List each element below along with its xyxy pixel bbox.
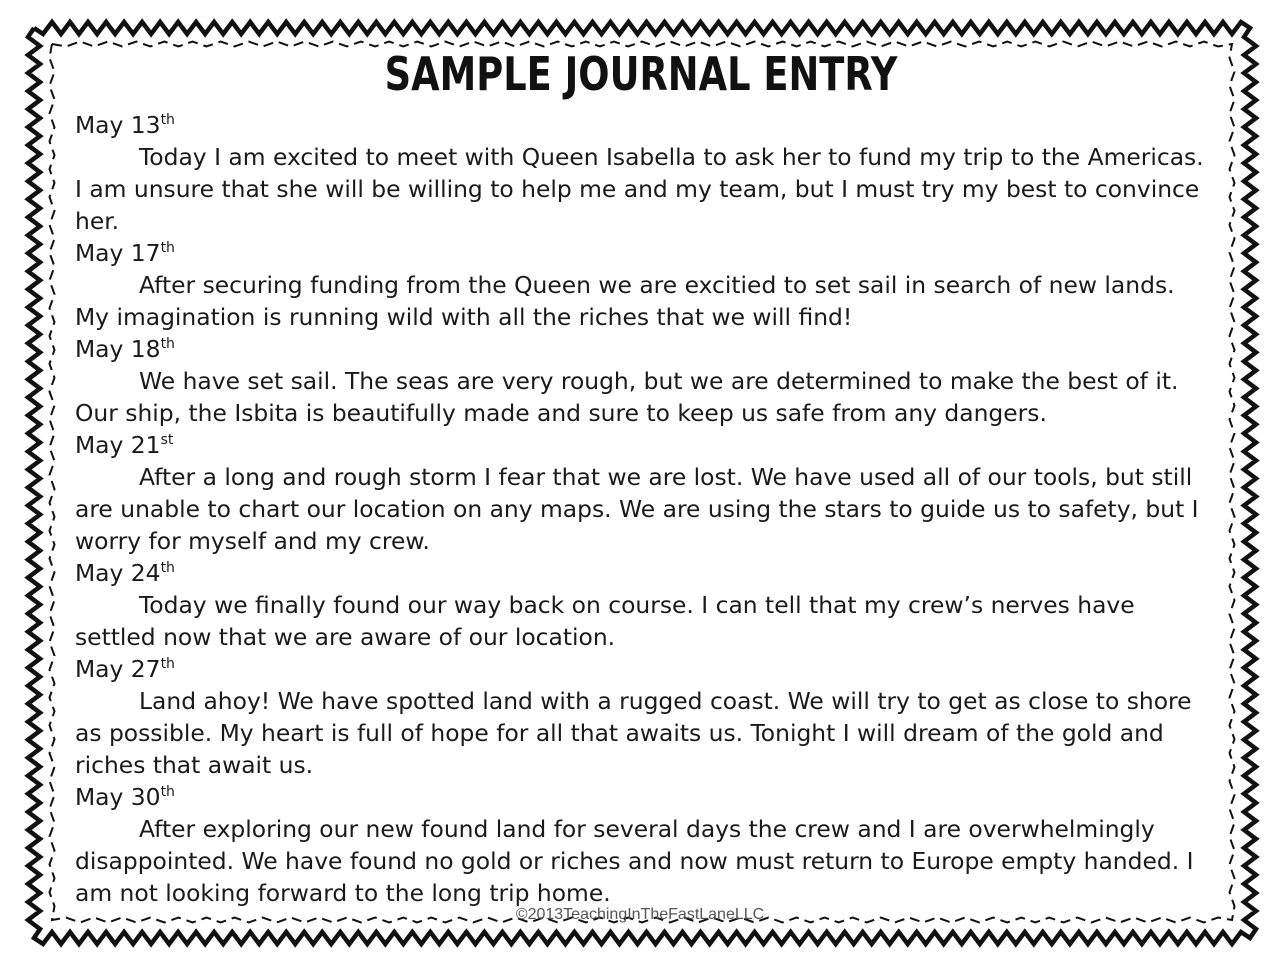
copyright-notice: ©2013TeachingInTheFastLaneLLC bbox=[515, 906, 765, 923]
journal-body bbox=[75, 109, 1215, 909]
entry-text: After a long and rough storm I fear that we are lost. We have used all of our tools, but still are unable to chart our location on any maps. We are using the stars to guide us to safety, but I worry for myself and my crew. bbox=[75, 463, 1199, 555]
entry-date: May 17th bbox=[75, 239, 175, 267]
entry-text: Today I am excited to meet with Queen Isabella to ask her to fund my trip to the Americas. I am unsure that she will be willing to help me and my team, but I must try my best to convince her. bbox=[75, 143, 1204, 235]
entry-date: May 30th bbox=[75, 783, 175, 811]
entry-text: After securing funding from the Queen we are excitied to set sail in search of new lands. My imagination is running wild with all the riches that we will find! bbox=[75, 271, 1175, 331]
entry-date: May 24th bbox=[75, 559, 175, 587]
entry-date: May 27th bbox=[75, 655, 175, 683]
entry-text: Land ahoy! We have spotted land with a rugged coast. We will try to get as close to shore as possible. My heart is full of hope for all that awaits us. Tonight I will dream of the gold and riches that await us. bbox=[75, 687, 1192, 779]
entry-date: May 13th bbox=[75, 111, 175, 139]
entry-date: May 21st bbox=[75, 431, 174, 459]
entry-date: May 18th bbox=[75, 335, 175, 363]
entry-text: Today we finally found our way back on course. I can tell that my crew’s nerves have settled now that we are aware of our location. bbox=[75, 591, 1135, 651]
entry-text: After exploring our new found land for several days the crew and I are overwhelmingly disappointed. We have found no gold or riches and now must return to Europe empty handed. I am not looking forward to the long trip home. bbox=[75, 815, 1194, 907]
entry-text: We have set sail. The seas are very rough, but we are determined to make the best of it. Our ship, the Isbita is beautifully made and sure to keep us safe from any dangers. bbox=[75, 367, 1179, 427]
page-title: SAMPLE JOURNAL ENTRY bbox=[384, 47, 898, 101]
